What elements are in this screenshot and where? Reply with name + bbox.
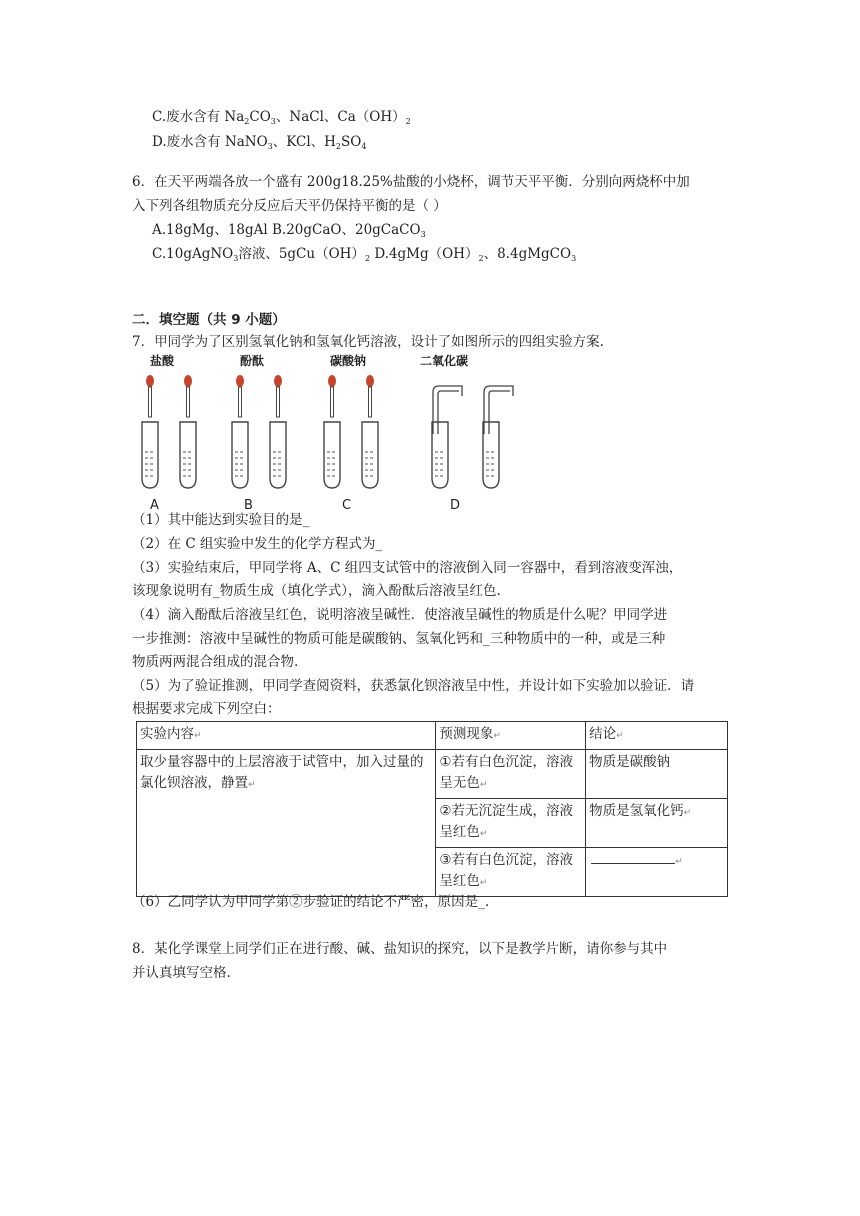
test-tubes — [142, 422, 499, 488]
dropper-bulb — [274, 375, 282, 387]
header-observation: 预测现象↵ — [436, 722, 586, 750]
q5-option-c: C.废水含有 $Na_2CO_3$、NaCl、$Ca(OH)_2$ — [152, 109, 411, 126]
experiment-content-cell: 取少量容器中的上层溶液于试管中，加入过量的氯化钡溶液，静置↵ — [137, 750, 436, 897]
dropper-stem — [369, 387, 372, 417]
test-tube — [142, 422, 158, 488]
group-label-b: B — [244, 498, 253, 513]
test-tube — [270, 422, 286, 488]
dropper-stem — [239, 387, 242, 417]
q6-stem-line2: 入下列各组物质充分反应后天平仍保持平衡的是（ ） — [132, 198, 447, 214]
dropper-bulb — [328, 375, 336, 387]
group-label-c: C — [342, 498, 352, 513]
observation-3: ③若有白色沉淀，溶液呈红色↵ — [436, 848, 586, 897]
dropper — [184, 375, 192, 417]
reagent-label-hydrochloric-acid: 盐酸 — [150, 354, 175, 368]
table-header-row — [137, 722, 728, 750]
test-tube — [432, 422, 448, 488]
test-tube — [180, 422, 196, 488]
q7-part3-line1: （3）实验结束后，甲同学将 A、C 组四支试管中的溶液倒入同一容器中，看到溶液变浑浊， — [132, 560, 683, 576]
q6-stem-line1: 6．在天平两端各放一个盛有 200g18.25%盐酸的小烧杯，调节天平平衡．分别向两烧杯中加 — [132, 174, 690, 190]
test-tube — [232, 422, 248, 488]
dropper-stem — [331, 387, 334, 417]
test-tube-figure — [128, 354, 518, 514]
experiment-table — [136, 721, 728, 897]
reagent-label-phenolphthalein: 酚酞 — [240, 354, 265, 368]
dropper-bulb — [236, 375, 244, 387]
q7-part5-line1: （5）为了验证推测，甲同学查阅资料，获悉氯化钡溶液呈中性，并设计如下实验加以验证．请 — [132, 678, 695, 694]
q7-part3-line2: 该现象说明有_物质生成（填化学式），滴入酚酞后溶液呈红色. — [132, 583, 501, 599]
conclusion-1: 物质是碳酸钠 — [586, 750, 728, 799]
conclusion-3-blank: ↵ — [586, 848, 728, 897]
test-tube — [324, 422, 340, 488]
q7-part6: （6）乙同学认为甲同学第②步验证的结论不严密，原因是_. — [132, 894, 490, 910]
dropper — [274, 375, 282, 417]
dropper — [236, 375, 244, 417]
dropper-stem — [187, 387, 190, 417]
reagent-label-carbon-dioxide: 二氧化碳 — [420, 354, 469, 368]
header-content: 实验内容↵ — [137, 722, 436, 750]
section-title: 二．填空题（共 9 小题） — [132, 312, 286, 328]
table-row — [137, 750, 728, 799]
q7-part4-line3: 物质两两混合组成的混合物. — [132, 654, 299, 670]
dropper-stem — [149, 387, 152, 417]
dropper-bulb — [366, 375, 374, 387]
observation-2: ②若无沉淀生成，溶液呈红色↵ — [436, 799, 586, 848]
q7-part4-line1: （4）滴入酚酞后溶液呈红色，说明溶液呈碱性．使溶液呈碱性的物质是什么呢？甲同学进 — [132, 607, 668, 623]
q7-part2: （2）在 C 组实验中发生的化学方程式为_ — [132, 536, 383, 552]
dropper — [366, 375, 374, 417]
dropper-bulb — [146, 375, 154, 387]
dropper-bulb — [184, 375, 192, 387]
reagent-label-sodium-carbonate: 碳酸钠 — [330, 354, 367, 368]
dropper-stem — [277, 387, 280, 417]
droppers — [146, 375, 374, 417]
q7-part1: （1）其中能达到实验目的是_ — [132, 512, 310, 528]
q5-option-d: D.废水含有 NaNO$_3$、KCl、$H_2SO_4$ — [152, 134, 367, 151]
dropper — [328, 375, 336, 417]
header-conclusion: 结论↵ — [586, 722, 728, 750]
q7-stem: 7．甲同学为了区别氢氧化钠和氢氧化钙溶液，设计了如图所示的四组实验方案. — [132, 334, 604, 350]
dropper — [146, 375, 154, 417]
test-tube — [362, 422, 378, 488]
q6-options-cd: C.10gAgNO$_3$溶液、$5gCu(OH)_2$ $D.4gMg(OH)_2$、8.4gMgCO$_3$ — [152, 246, 577, 263]
observation-1: ①若有白色沉淀，溶液呈无色↵ — [436, 750, 586, 799]
q7-part4-line2: 一步推测：溶液中呈碱性的物质可能是碳酸钠、氢氧化钙和_三种物质中的一种，或是三种 — [132, 631, 666, 647]
answer-blank — [591, 851, 675, 864]
group-label-d: D — [450, 498, 461, 513]
conclusion-2: 物质是氢氧化钙↵ — [586, 799, 728, 848]
group-label-a: A — [150, 498, 159, 513]
test-tube — [483, 422, 499, 488]
q8-line1: 8．某化学课堂上同学们正在进行酸、碱、盐知识的探究，以下是教学片断，请你参与其中 — [132, 941, 668, 957]
q7-part5-line2: 根据要求完成下列空白： — [132, 701, 281, 717]
q6-options-ab: A.18gMg、18gAl B.20gCaO、20gCaCO$_3$ — [152, 222, 426, 239]
q8-line2: 并认真填写空格. — [132, 965, 231, 981]
